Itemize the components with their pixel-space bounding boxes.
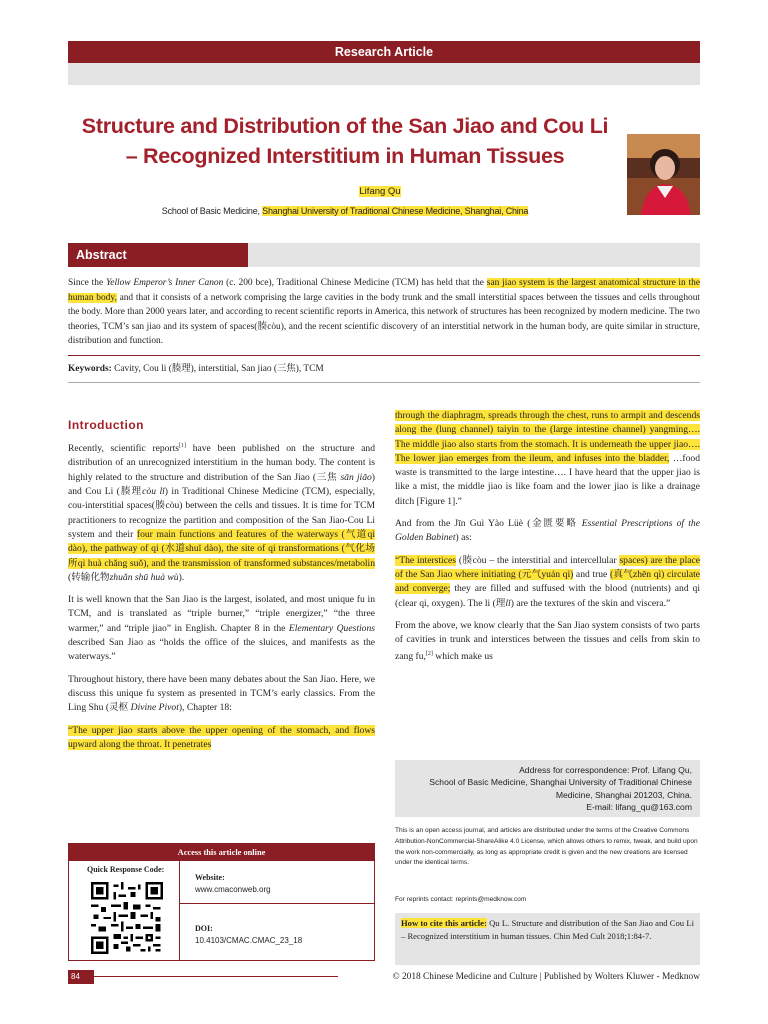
citation-ref[interactable]: [2] — [425, 651, 433, 658]
reprints-contact[interactable]: For reprints contact: reprints@medknow.com — [395, 896, 527, 903]
correspondence-email[interactable]: E-mail: lifang_qu@163.com — [586, 801, 692, 812]
access-online-heading: Access this article online — [69, 844, 374, 861]
paragraph: Recently, scientific reports[1] have been published on the structure and distribution of an unrecognized interstitium in the human body. The content is highly related to the structure and distribution of the San Jiao (三焦 sān jiāo) and Cou Li (腠理còu lǐ) in Traditional Chinese Medicine (TCM), especially, cou-interstitial spaces(腠còu) between the cells and tissues. It is time for TCM practitioners to recognize the partition and composition of the San Jiao-Cou Li system and their four main functions and features of the waterways (气道qì dào), the pathway of qi (水道shuǐ dào), the site of qi transformations (气化场所qì huà chǎng suǒ), and the transmission of transformed substances/metabolin (转输化物zhuǎn shū huà wù). — [68, 443, 375, 583]
section-heading-introduction: Introduction — [68, 418, 144, 432]
paragraph: From the above, we know clearly that the San Jiao system consists of two parts of cavities in trunk and interstices between the tissues and cells from skin to zang fu,[2] which make us — [395, 619, 700, 663]
abstract-heading: Abstract — [68, 243, 248, 267]
qr-code-icon[interactable] — [91, 882, 163, 954]
page-number: 84 — [68, 970, 94, 984]
banner-gray-bar — [68, 63, 700, 85]
doi-label: DOI: — [195, 924, 213, 933]
paragraph: through the diaphragm, spreads through the chest, runs to armpit and descends along the (lung channel) taiyin to the (large intestine channel) yangming…. The middle jiao also starts from the stomach. It is underneath the upper jiao…. The lower jiao emerges from the ileum, and infuses into the bladder, …food waste is transmitted to the large intestine…. I have heard that the upper jiao is like a mist, the middle jiao is like foam and the lower jiao is like a drainage ditch [Figure 1].” — [395, 410, 701, 507]
citation-box: How to cite this article: Qu L. Structure and distribution of the San Jiao and Cou Li – Recognized interstitium in human tissues. Chin Med Cult 2018;1:84-7. — [395, 913, 700, 965]
access-divider — [179, 903, 374, 904]
paragraph: “The interstices (腠còu – the interstitial and intercellular spaces) are the place of the San Jiao where initiating (元气yuán qì) and true (真气zhēn qì) circulate and converge; they are filled and suffused with the blood (nutrients) and qi (clear qi, oxygen). The li (理lǐ) are the textures of the skin and viscera.” — [395, 554, 701, 609]
correspondence-box: Address for correspondence: Prof. Lifang Qu, School of Basic Medicine, Shanghai University of Traditional Chinese Medicine, Shanghai 201203, China. E-mail: lifang_qu@163.com — [395, 760, 700, 817]
citation-ref[interactable]: [1] — [179, 443, 187, 449]
paragraph: Throughout history, there have been many debates about the San Jiao. Here, we discuss this unique fu system as presented in TCM’s early classics. From the Ling Shu (灵枢 Divine Pivot), Chapter 18: — [68, 673, 375, 714]
access-online-box — [68, 843, 375, 961]
open-access-notice: This is an open access journal, and articles are distributed under the terms of the Creative Commons Attribution-NonCommercial-ShareAlike 4.0 License, which allows others to remix, tweak, and build upon the work non-commercially, as long as appropriate credit is given and the new creations are licensed under the identical terms. — [395, 827, 698, 867]
paragraph: “The upper jiao starts above the upper opening of the stomach, and flows upward along the throat. It penetrates — [68, 724, 375, 750]
footer-copyright: © 2018 Chinese Medicine and Culture | Published by Wolters Kluwer - Medknow — [338, 970, 700, 984]
left-column — [68, 417, 375, 760]
author-affiliation: School of Basic Medicine, Shanghai University of Traditional Chinese Medicine, Shanghai, China — [161, 206, 529, 216]
paragraph: And from the Jīn Guì Yào Lüè (金匮要略 Essential Prescriptions of the Golden Babinet) as: — [395, 518, 700, 544]
access-divider — [179, 861, 180, 960]
right-column — [395, 409, 700, 673]
page-footer — [68, 970, 700, 984]
qr-label: Quick Response Code: — [87, 865, 165, 874]
article-type-banner: Research Article — [68, 41, 700, 63]
abstract-text: Since the Yellow Emperor’s Inner Canon (c. 200 bce), Traditional Chinese Medicine (TCM) has held that the san jiao system is the largest anatomical structure in the human body, and that it consists of a network comprising the large cavities in the body trunk and the small interstitial spaces between the tissues and cells throughout the body. More than 2000 years later, and according to recent scientific reports in America, this network of structures has been recognized by modern medicine. The two theories, TCM’s san jiao and its system of spaces(腠còu), and the recent scientific discovery of an interstitial network in the human body, are quite similar in structure, distribution and function. — [68, 278, 701, 346]
keywords: Keywords: Cavity, Cou li (腠理), interstitial, San jiao (三焦), TCM — [68, 364, 324, 374]
author-name[interactable]: Lifang Qu — [359, 186, 401, 197]
keywords-divider — [68, 355, 700, 356]
paragraph: It is well known that the San Jiao is the largest, isolated, and most unique fu in TCM, and is translated as “triple burner,” “triple energizer,” “the three warmer,” and “triple jiao” in English. Chapter 8 in the Elementary Questions described San Jiao as “holds the office of the sluices, and manifests as the waterways.” — [68, 594, 375, 663]
keywords-divider-bottom — [68, 382, 700, 383]
website-link[interactable]: www.cmaconweb.org — [195, 885, 271, 894]
doi-link[interactable]: 10.4103/CMAC.CMAC_23_18 — [195, 936, 303, 945]
author-photo — [627, 134, 700, 215]
article-title: Structure and Distribution of the San Jiao and Cou Li – Recognized Interstitium in Human Tissues — [81, 114, 609, 168]
website-label: Website: — [195, 873, 225, 882]
